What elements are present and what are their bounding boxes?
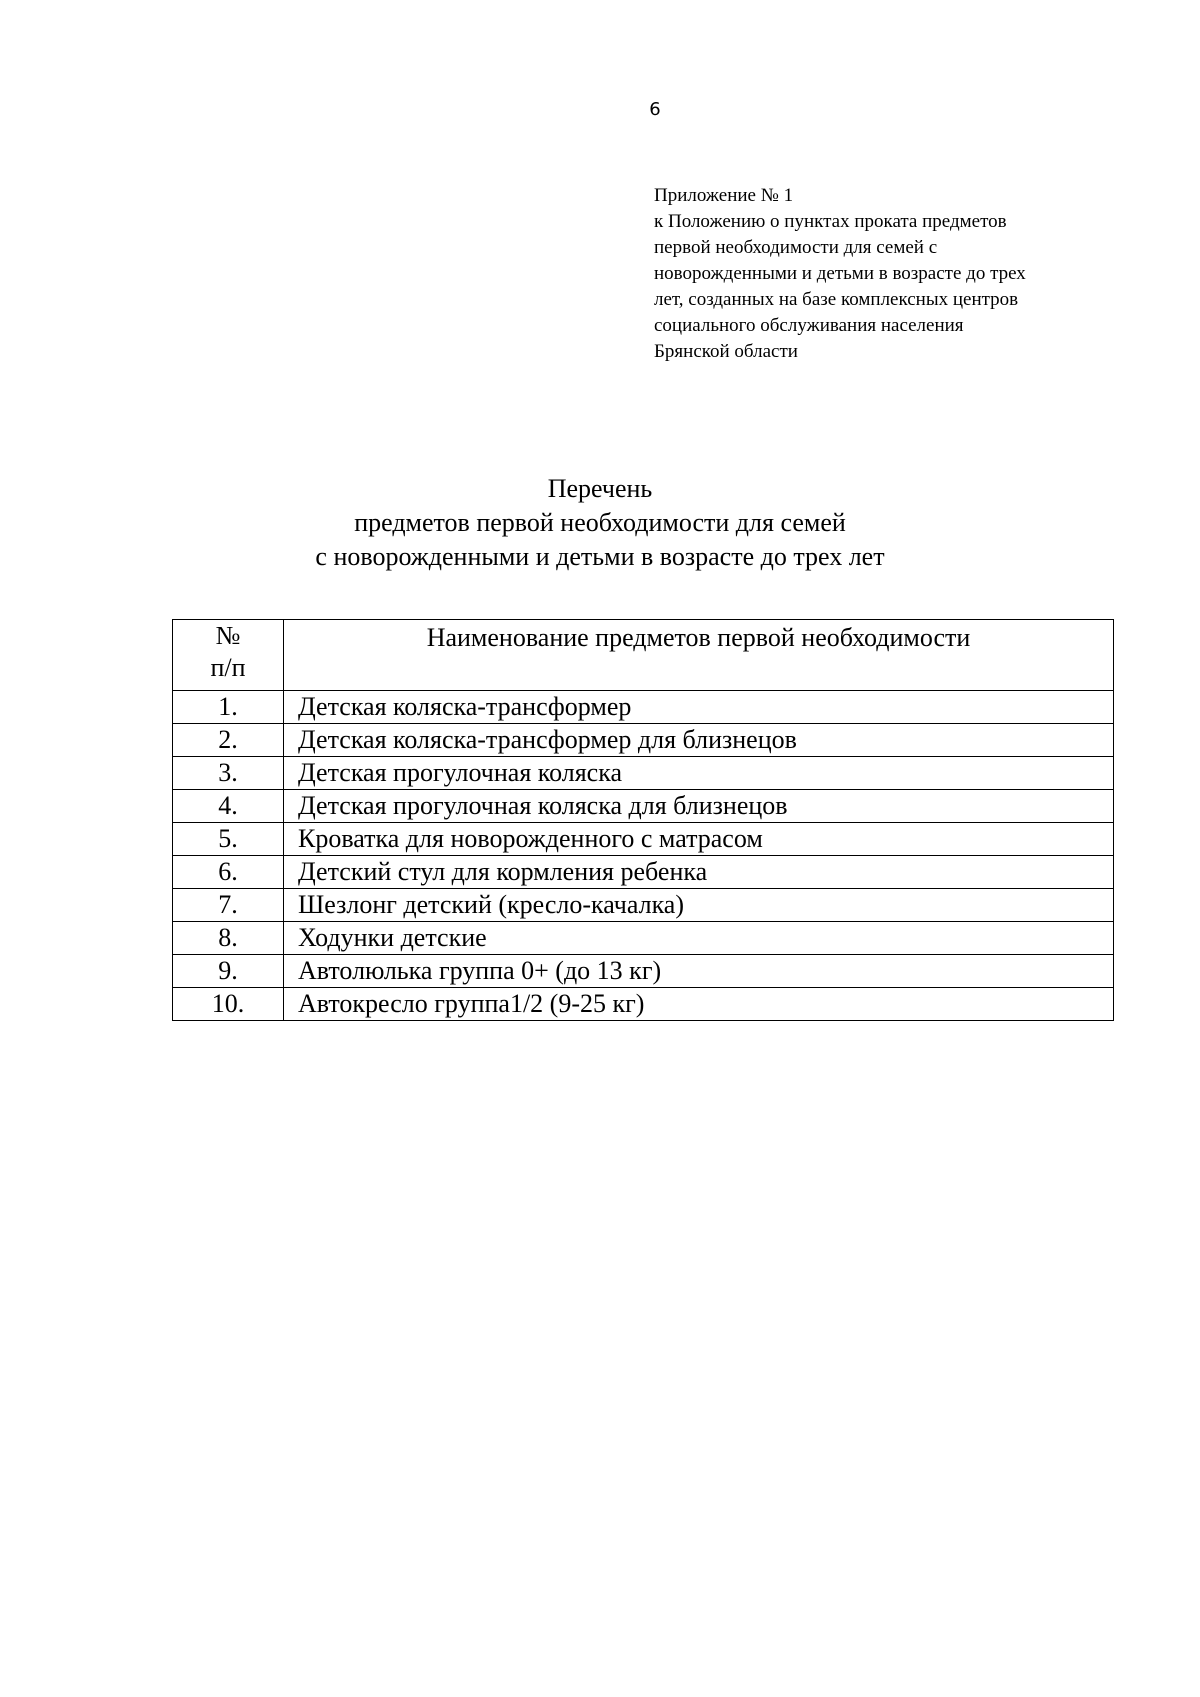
- appendix-line: новорожденными и детьми в возрасте до трех: [654, 263, 1026, 284]
- row-item-name: Детский стул для кормления ребенка: [284, 856, 1114, 889]
- table-row: [173, 724, 1114, 757]
- row-number: 5.: [173, 823, 284, 856]
- row-item-name: Детская коляска-трансформер: [284, 691, 1114, 724]
- table-row: [173, 856, 1114, 889]
- row-item-name: Детская коляска-трансформер для близнецов: [284, 724, 1114, 757]
- row-item-name: Детская прогулочная коляска: [284, 757, 1114, 790]
- appendix-line: лет, созданных на базе комплексных центров: [654, 289, 1019, 310]
- row-item-name: Автокресло группа1/2 (9-25 кг): [284, 988, 1114, 1021]
- name-column-header: Наименование предметов первой необходимости: [284, 620, 1114, 691]
- row-number: 7.: [173, 889, 284, 922]
- table-row: [173, 823, 1114, 856]
- row-number: 4.: [173, 790, 284, 823]
- table-row: [173, 955, 1114, 988]
- table-row: [173, 691, 1114, 724]
- row-number: 2.: [173, 724, 284, 757]
- row-number: 9.: [173, 955, 284, 988]
- appendix-line: социального обслуживания населения: [654, 315, 964, 336]
- table-row: [173, 757, 1114, 790]
- row-number: 3.: [173, 757, 284, 790]
- table-row: [173, 988, 1114, 1021]
- table-row: [173, 922, 1114, 955]
- page-number: 6: [649, 99, 661, 120]
- row-item-name: Детская прогулочная коляска для близнецов: [284, 790, 1114, 823]
- row-number: 10.: [173, 988, 284, 1021]
- title-line: с новорожденными и детьми в возрасте до трех лет: [315, 542, 885, 571]
- number-header-symbol: №: [215, 621, 241, 650]
- number-column-header: [173, 620, 284, 691]
- table-row: [173, 889, 1114, 922]
- appendix-line: Брянской области: [654, 341, 798, 362]
- title-line: Перечень: [547, 474, 653, 503]
- number-header-abbr: п/п: [210, 653, 246, 682]
- appendix-line: Приложение № 1: [654, 185, 794, 206]
- appendix-note: [654, 183, 1124, 365]
- items-table: [172, 619, 1114, 1021]
- row-item-name: Шезлонг детский (кресло-качалка): [284, 889, 1114, 922]
- row-number: 1.: [173, 691, 284, 724]
- document-title: [0, 472, 1200, 574]
- row-item-name: Ходунки детские: [284, 922, 1114, 955]
- table-row: [173, 790, 1114, 823]
- row-number: 6.: [173, 856, 284, 889]
- row-item-name: Автолюлька группа 0+ (до 13 кг): [284, 955, 1114, 988]
- appendix-line: к Положению о пунктах проката предметов: [654, 211, 1007, 232]
- table-header-row: [173, 620, 1114, 691]
- row-number: 8.: [173, 922, 284, 955]
- row-item-name: Кроватка для новорожденного с матрасом: [284, 823, 1114, 856]
- appendix-line: первой необходимости для семей с: [654, 237, 938, 258]
- title-line: предметов первой необходимости для семей: [354, 508, 846, 537]
